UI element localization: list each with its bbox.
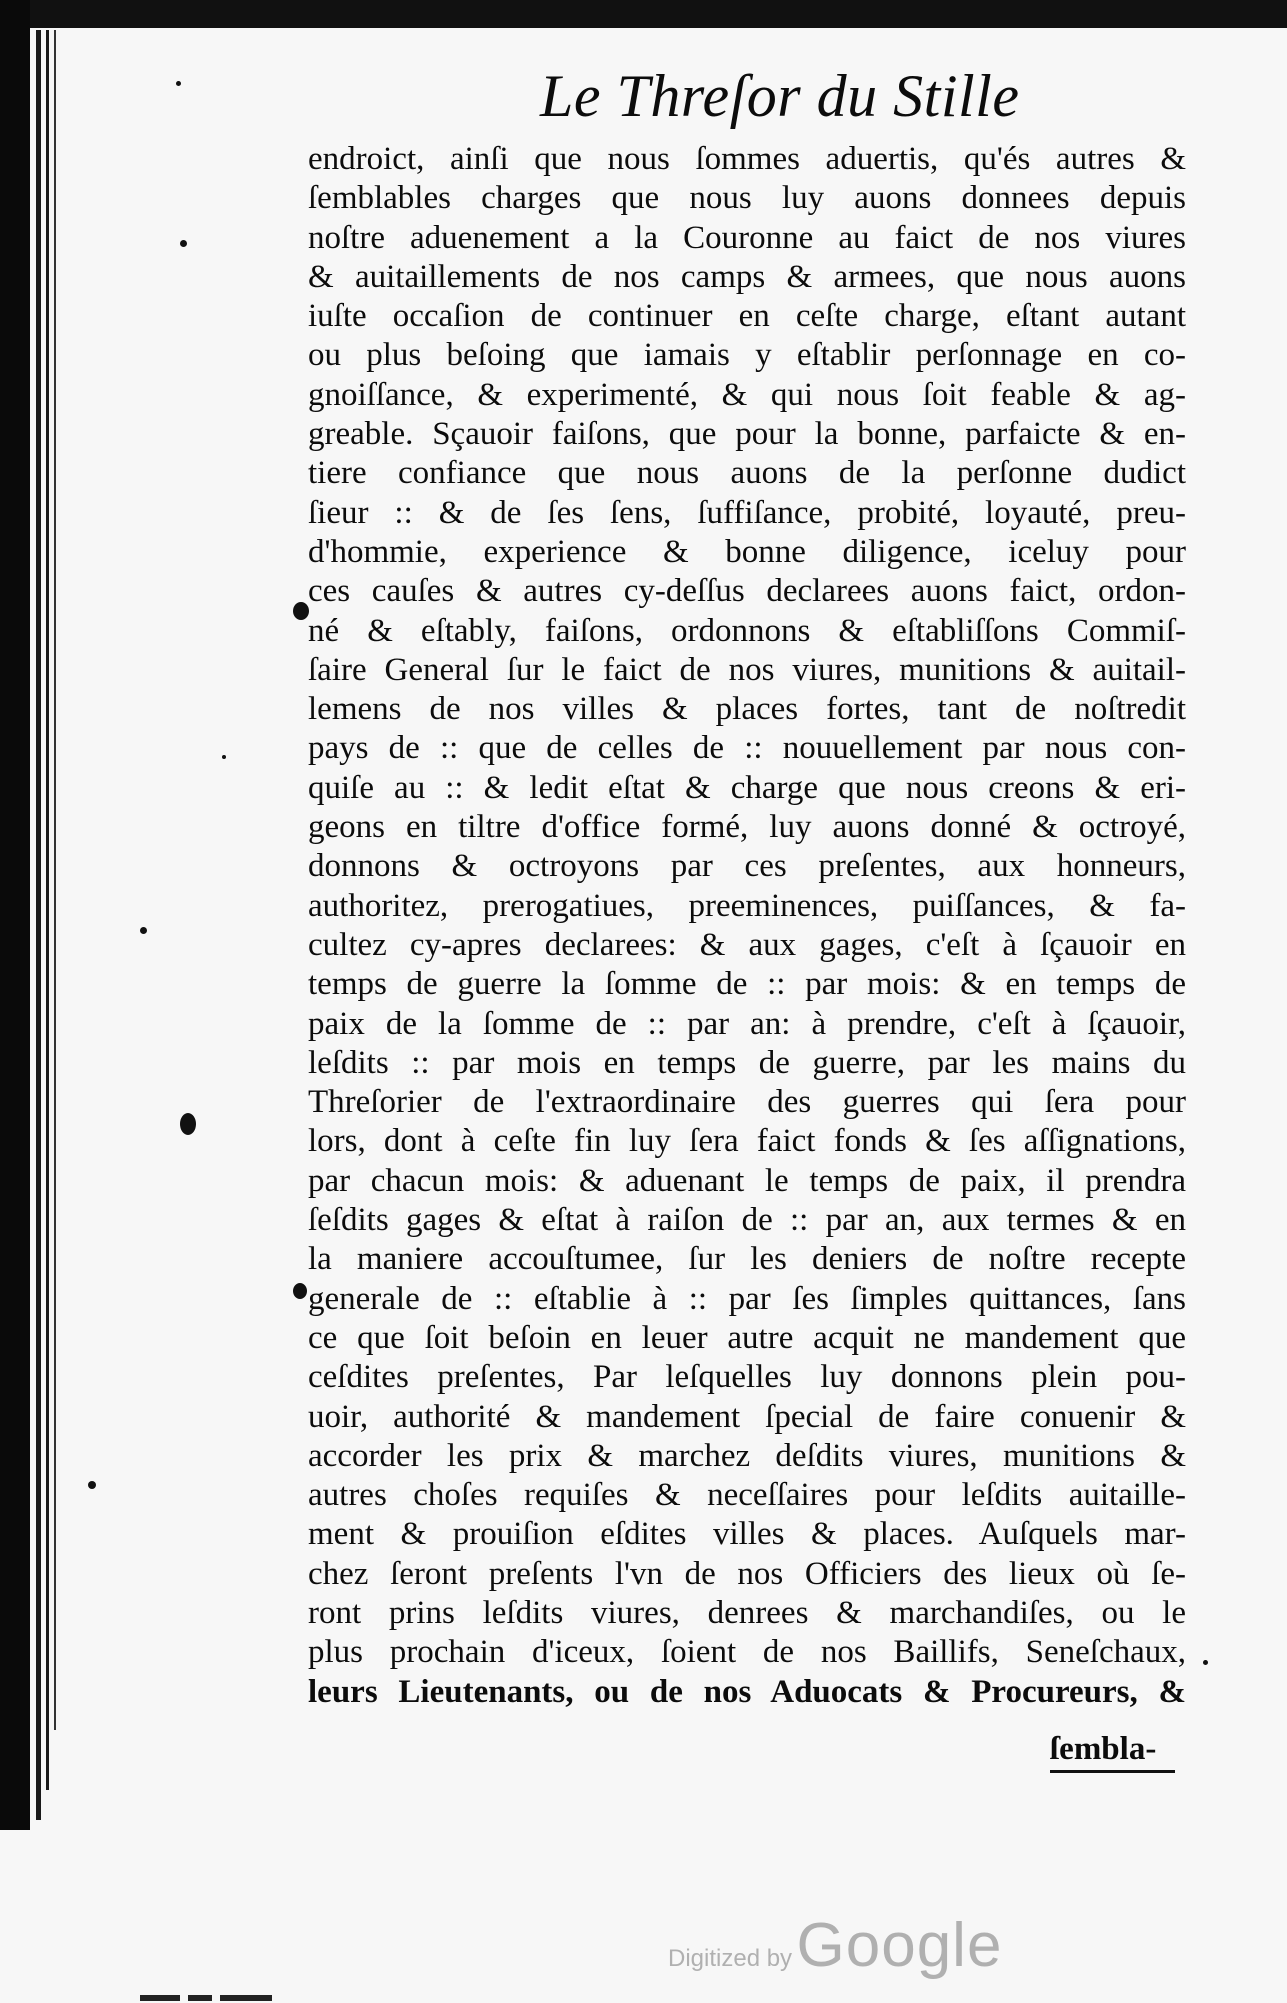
text-line: generale de :: eſtablie à :: par ſes ſimples quittances, ſans <box>308 1280 1186 1317</box>
text-line: ront prins leſdits viures, denrees & marchandiſes, ou le <box>308 1594 1186 1631</box>
ink-speck <box>222 755 226 759</box>
text-line: temps de guerre la ſomme de :: par mois: & en temps de <box>308 966 1186 1003</box>
body-text <box>308 140 1186 1712</box>
text-line: ſeſdits gages & eſtat à raiſon de :: par an, aux termes & en <box>308 1202 1186 1239</box>
ink-speck <box>1203 1660 1208 1665</box>
text-line: leurs Lieutenants, ou de nos Aduocats & Procureurs, & <box>308 1673 1186 1710</box>
ink-speck <box>180 1113 196 1135</box>
text-line: leſdits :: par mois en temps de guerre, par les mains du <box>308 1044 1186 1081</box>
text-line: greable. Sçauoir faiſons, que pour la bonne, parfaicte & en- <box>308 416 1186 453</box>
text-line: ment & prouiſion eſdites villes & places. Auſquels mar- <box>308 1516 1186 1553</box>
text-line: quiſe au :: & ledit eſtat & charge que nous creons & eri- <box>308 769 1186 806</box>
text-line: né & eſtably, faiſons, ordonnons & eſtabliſſons Commiſ- <box>308 612 1186 649</box>
text-line: geons en tiltre d'office formé, luy auons donné & octroyé, <box>308 809 1186 846</box>
text-line: ſieur :: & de ſes ſens, ſuffiſance, probité, loyauté, preu- <box>308 494 1186 531</box>
text-line: uoir, authorité & mandement ſpecial de faire conuenir & <box>308 1398 1186 1435</box>
catchword-underline <box>1050 1770 1175 1773</box>
text-line: iuſte occaſion de continuer en ceſte charge, eſtant autant <box>308 298 1186 335</box>
text-line: gnoiſſance, & experimenté, & qui nous ſoit feable & ag- <box>308 376 1186 413</box>
text-line: endroict, ainſi que nous ſommes aduertis, qu'és autres & <box>308 141 1186 177</box>
next-page-bleed <box>140 1985 300 2003</box>
ink-speck <box>293 602 309 620</box>
text-line: ce que ſoit beſoin en leuer autre acquit ne mandement que <box>308 1319 1186 1356</box>
ink-speck <box>293 1283 307 1299</box>
text-line: Threſorier de l'extraordinaire des guerres qui ſera pour <box>308 1084 1186 1121</box>
text-line: autres choſes requiſes & neceſſaires pour leſdits auitaille- <box>308 1477 1186 1514</box>
text-line: donnons & octroyons par ces preſentes, aux honneurs, <box>308 848 1186 885</box>
text-line: cultez cy-apres declarees: & aux gages, c'eſt à ſçauoir en <box>308 926 1186 963</box>
text-line: plus prochain d'iceux, ſoient de nos Baillifs, Seneſchaux, <box>308 1634 1186 1671</box>
digitized-by-watermark <box>668 1910 1002 1981</box>
ink-speck <box>140 927 147 934</box>
text-line: accorder les prix & marchez deſdits viures, munitions & <box>308 1437 1186 1474</box>
watermark-brand: Google <box>796 1911 1003 1980</box>
text-line: pays de :: que de celles de :: nouuellement par nous con- <box>308 730 1186 767</box>
text-line: ceſdites preſentes, Par leſquelles luy donnons plein pou- <box>308 1359 1186 1396</box>
text-line: lemens de nos villes & places fortes, tant de noſtredit <box>308 691 1186 728</box>
text-line: la maniere accouſtumee, ſur les deniers de noſtre recepte <box>308 1241 1186 1278</box>
text-line: chez ſeront preſents l'vn de nos Officiers des lieux où ſe- <box>308 1555 1186 1592</box>
scan-binding-edge <box>0 0 30 1830</box>
text-line: d'hommie, experience & bonne diligence, iceluy pour <box>308 533 1186 570</box>
ink-speck <box>88 1481 96 1489</box>
ink-speck <box>180 240 187 247</box>
catchword: ſembla- <box>1050 1731 1157 1767</box>
text-line: noſtre aduenement a la Couronne au faict de nos viures <box>308 219 1186 256</box>
text-line: & auitaillements de nos camps & armees, que nous auons <box>308 258 1186 295</box>
text-line: ſaire General ſur le faict de nos viures, munitions & auitail- <box>308 651 1186 688</box>
scan-top-edge <box>0 0 1287 28</box>
scan-edge-rule <box>54 30 56 1730</box>
text-line: ou plus beſoing que iamais y eſtablir perſonnage en co- <box>308 337 1186 374</box>
scan-edge-rule <box>36 30 41 1820</box>
text-line: par chacun mois: & aduenant le temps de paix, il prendra <box>308 1162 1186 1199</box>
scan-edge-rule <box>46 30 49 1790</box>
text-line: paix de la ſomme de :: par an: à prendre, c'eſt à ſçauoir, <box>308 1005 1186 1042</box>
watermark-prefix: Digitized by <box>668 1945 793 1972</box>
text-line: tiere confiance que nous auons de la perſonne dudict <box>308 455 1186 492</box>
text-line: ſemblables charges que nous luy auons donnees depuis <box>308 180 1186 217</box>
text-line: lors, dont à ceſte fin luy ſera faict fonds & ſes aſſignations, <box>308 1123 1186 1160</box>
text-line: ces cauſes & autres cy-deſſus declarees auons faict, ordon- <box>308 573 1186 610</box>
text-line: authoritez, prerogatiues, preeminences, puiſſances, & fa- <box>308 887 1186 924</box>
ink-speck <box>176 81 181 86</box>
running-head: Le Threſor du Stille <box>540 63 1020 129</box>
